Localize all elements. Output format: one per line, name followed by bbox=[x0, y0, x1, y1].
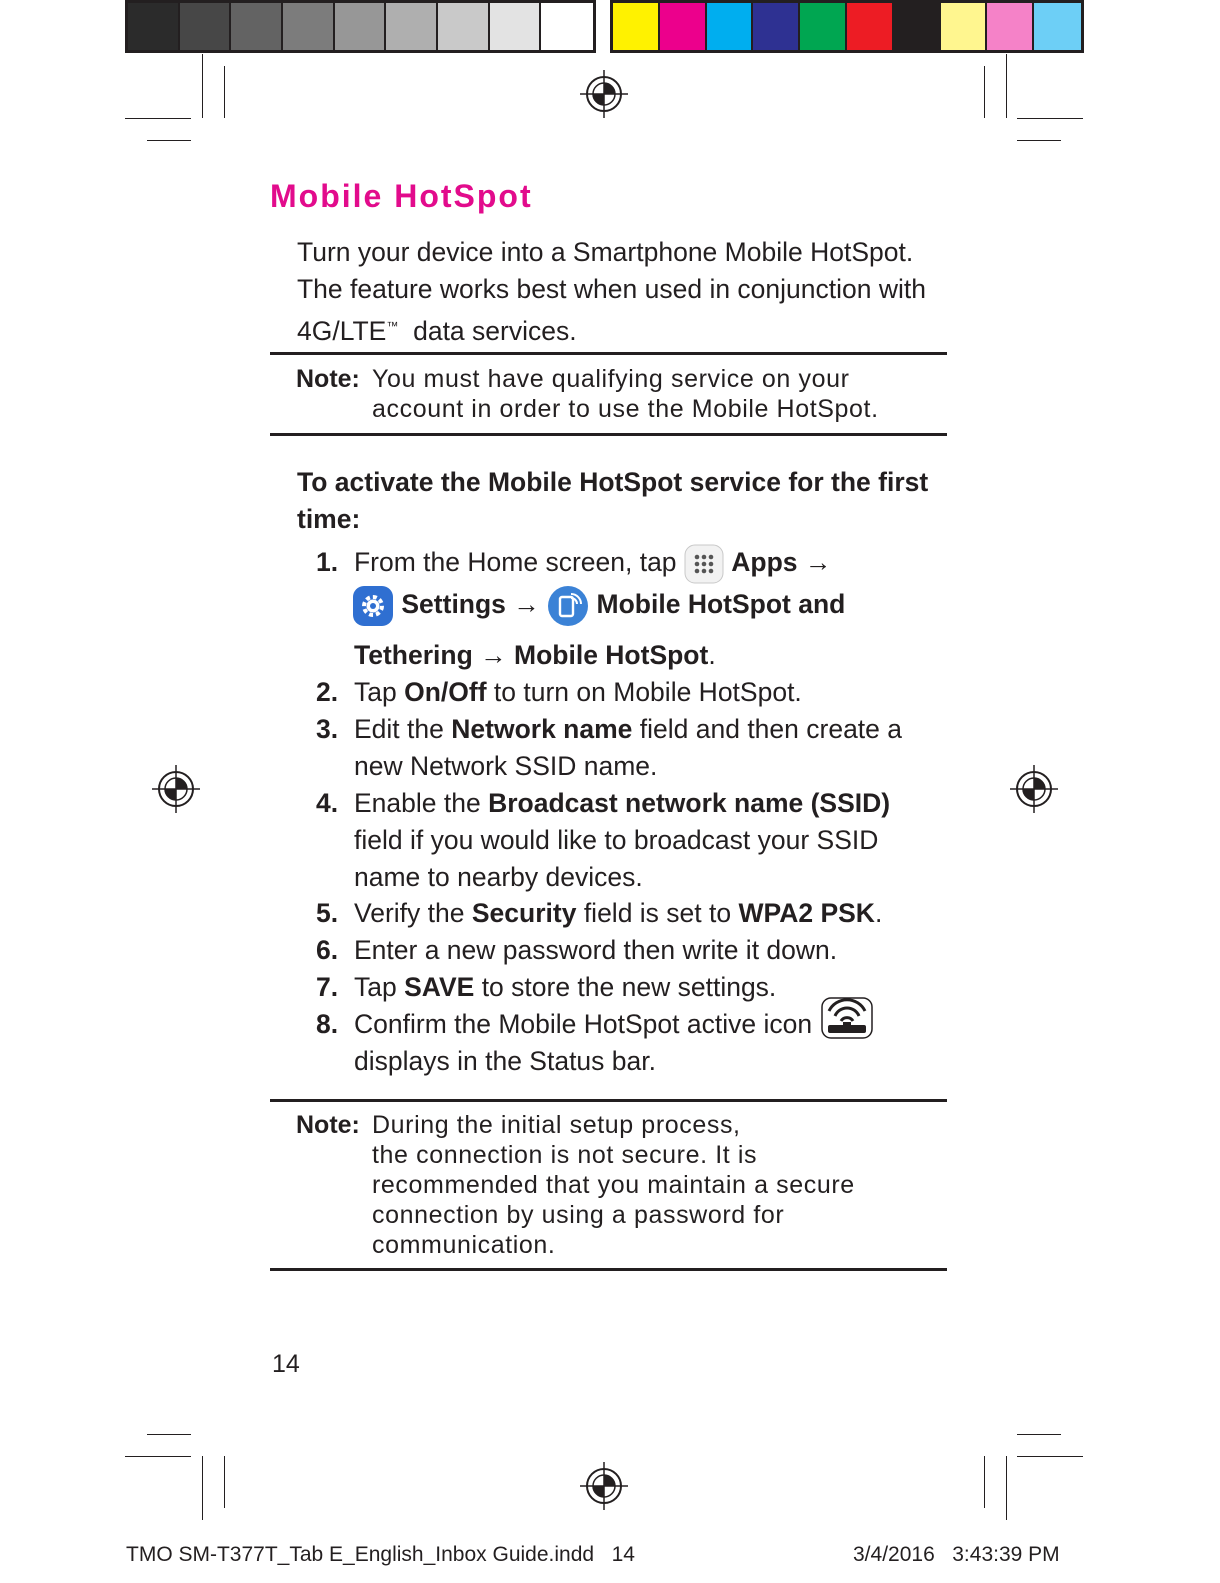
note-box bbox=[296, 1110, 855, 1260]
note-text bbox=[372, 364, 879, 424]
divider bbox=[270, 1268, 947, 1271]
settings-icon bbox=[352, 585, 394, 627]
step-text-part: Tap bbox=[354, 677, 397, 707]
color-swatch bbox=[847, 3, 894, 50]
color-swatch bbox=[800, 3, 847, 50]
step-number: 6. bbox=[316, 935, 339, 965]
step-number: 3. bbox=[316, 714, 339, 744]
crop-mark bbox=[1017, 140, 1061, 141]
divider bbox=[270, 1099, 947, 1102]
footer-file-slug: TMO SM-T377T_Tab E_English_Inbox Guide.indd 14 bbox=[126, 1543, 635, 1566]
arrow: → bbox=[804, 547, 832, 577]
settings-label: Settings bbox=[401, 589, 506, 619]
registration-mark-icon bbox=[152, 765, 200, 813]
section-heading: To activate the Mobile HotSpot service for the first time: bbox=[297, 467, 929, 534]
color-swatch bbox=[490, 3, 542, 50]
step-number: 1. bbox=[316, 547, 339, 577]
step-number: 5. bbox=[316, 898, 339, 928]
grayscale-color-bar bbox=[125, 0, 596, 53]
crop-mark bbox=[1017, 1434, 1061, 1435]
arrow: → bbox=[513, 589, 540, 619]
color-swatch bbox=[231, 3, 283, 50]
step-4 bbox=[316, 785, 956, 896]
step-text bbox=[354, 895, 956, 932]
color-swatch bbox=[753, 3, 800, 50]
period: . bbox=[708, 640, 716, 670]
step-bold: Security bbox=[471, 898, 577, 928]
step-3 bbox=[316, 711, 956, 785]
hotspot-tethering-label: Mobile HotSpot and bbox=[596, 589, 846, 619]
note-line: account in order to use the Mobile HotSpot. bbox=[372, 395, 879, 423]
step-text-part: displays in the Status bar. bbox=[354, 1046, 656, 1076]
step-bold: Broadcast network name (SSID) bbox=[488, 788, 891, 818]
step-8 bbox=[316, 1006, 956, 1080]
crop-mark bbox=[125, 118, 191, 119]
color-swatch bbox=[283, 3, 335, 50]
step-text-part: to store the new settings. bbox=[481, 972, 777, 1002]
step-text bbox=[354, 711, 956, 785]
note-text bbox=[372, 1110, 855, 1260]
step-number: 8. bbox=[316, 1009, 339, 1039]
crop-mark bbox=[1006, 1456, 1007, 1520]
color-swatch bbox=[613, 3, 660, 50]
note-line: You must have qualifying service on your bbox=[372, 365, 850, 393]
page-number: 14 bbox=[272, 1350, 300, 1378]
crop-mark bbox=[202, 54, 203, 118]
step-bold: SAVE bbox=[404, 972, 475, 1002]
apps-icon bbox=[684, 544, 724, 584]
intro-text: Turn your device into a Smartphone Mobile HotSpot. The feature works best when used in conjunction with 4G/LTE bbox=[297, 237, 926, 346]
note-line: recommended that you maintain a secure bbox=[372, 1171, 855, 1199]
step-5 bbox=[316, 895, 956, 932]
color-swatch bbox=[1034, 3, 1081, 50]
step-1 bbox=[316, 542, 956, 675]
step-text bbox=[354, 674, 956, 711]
color-swatch bbox=[987, 3, 1034, 50]
step-text-part: Confirm the Mobile HotSpot active icon bbox=[354, 1009, 813, 1039]
step-number: 4. bbox=[316, 788, 339, 818]
note-line: During the initial setup process, bbox=[372, 1111, 741, 1139]
color-swatch bbox=[438, 3, 490, 50]
note-label: Note: bbox=[296, 1111, 360, 1139]
color-swatch bbox=[541, 3, 593, 50]
step-6 bbox=[316, 932, 956, 969]
crop-mark bbox=[202, 1456, 203, 1520]
crop-mark bbox=[224, 66, 225, 118]
apps-label: Apps bbox=[731, 547, 798, 577]
step-number: 2. bbox=[316, 677, 339, 707]
note-line: the connection is not secure. It is bbox=[372, 1141, 758, 1169]
intro-tail: data services. bbox=[413, 315, 577, 346]
step-text-part: Enable the bbox=[354, 788, 481, 818]
step-text-part: Verify the bbox=[354, 898, 465, 928]
step-text bbox=[354, 542, 956, 675]
divider bbox=[270, 433, 947, 436]
step-text-part: From the Home screen, tap bbox=[354, 547, 677, 577]
note-box bbox=[296, 364, 879, 424]
crop-mark bbox=[1017, 1456, 1083, 1457]
step-text-part: Tap bbox=[354, 972, 397, 1002]
step-text bbox=[354, 785, 956, 896]
step-text bbox=[354, 1006, 956, 1080]
process-color-bar bbox=[610, 0, 1084, 53]
intro-paragraph bbox=[297, 234, 937, 350]
step-text-part: to turn on Mobile HotSpot. bbox=[493, 677, 802, 707]
crop-mark bbox=[147, 1434, 191, 1435]
step-bold: Network name bbox=[451, 714, 633, 744]
hotspot-active-icon bbox=[819, 995, 875, 1041]
color-swatch bbox=[707, 3, 754, 50]
crop-mark bbox=[984, 66, 985, 118]
arrow: → bbox=[480, 640, 507, 670]
note-line: communication. bbox=[372, 1231, 556, 1259]
step-bold: WPA2 PSK bbox=[738, 898, 875, 928]
step-bold: On/Off bbox=[404, 677, 487, 707]
hotspot-label: Mobile HotSpot bbox=[514, 640, 709, 670]
period: . bbox=[874, 898, 883, 928]
step-text-part: Edit the bbox=[354, 714, 444, 744]
step-text-part: field if you would like to broadcast your SSID name to nearby devices. bbox=[354, 825, 879, 892]
crop-mark bbox=[125, 1456, 191, 1457]
color-swatch bbox=[180, 3, 232, 50]
step-text: Enter a new password then write it down. bbox=[354, 935, 838, 965]
registration-mark-icon bbox=[1010, 765, 1058, 813]
color-swatch bbox=[128, 3, 180, 50]
page-title: Mobile HotSpot bbox=[270, 178, 533, 214]
hotspot-tethering-icon bbox=[547, 585, 589, 627]
note-line: connection by using a password for bbox=[372, 1201, 785, 1229]
color-swatch bbox=[660, 3, 707, 50]
tethering-label: Tethering bbox=[354, 640, 473, 670]
divider bbox=[270, 352, 947, 355]
registration-mark-icon bbox=[580, 70, 628, 118]
crop-mark bbox=[1006, 54, 1007, 118]
footer-date-slug: 3/4/2016 3:43:39 PM bbox=[853, 1543, 1060, 1566]
color-swatch bbox=[386, 3, 438, 50]
note-label: Note: bbox=[296, 365, 360, 393]
trademark-symbol: ™ bbox=[386, 319, 399, 333]
color-swatch bbox=[335, 3, 387, 50]
crop-mark bbox=[1017, 118, 1083, 119]
crop-mark bbox=[147, 140, 191, 141]
crop-mark bbox=[984, 1456, 985, 1508]
color-swatch bbox=[894, 3, 941, 50]
step-2 bbox=[316, 674, 956, 711]
step-number: 7. bbox=[316, 972, 339, 1002]
step-text-part: field and then create a new Network SSID name. bbox=[354, 714, 903, 781]
step-text-part: field is set to bbox=[583, 898, 732, 928]
color-swatch bbox=[941, 3, 988, 50]
crop-mark bbox=[224, 1456, 225, 1508]
registration-mark-icon bbox=[580, 1462, 628, 1510]
